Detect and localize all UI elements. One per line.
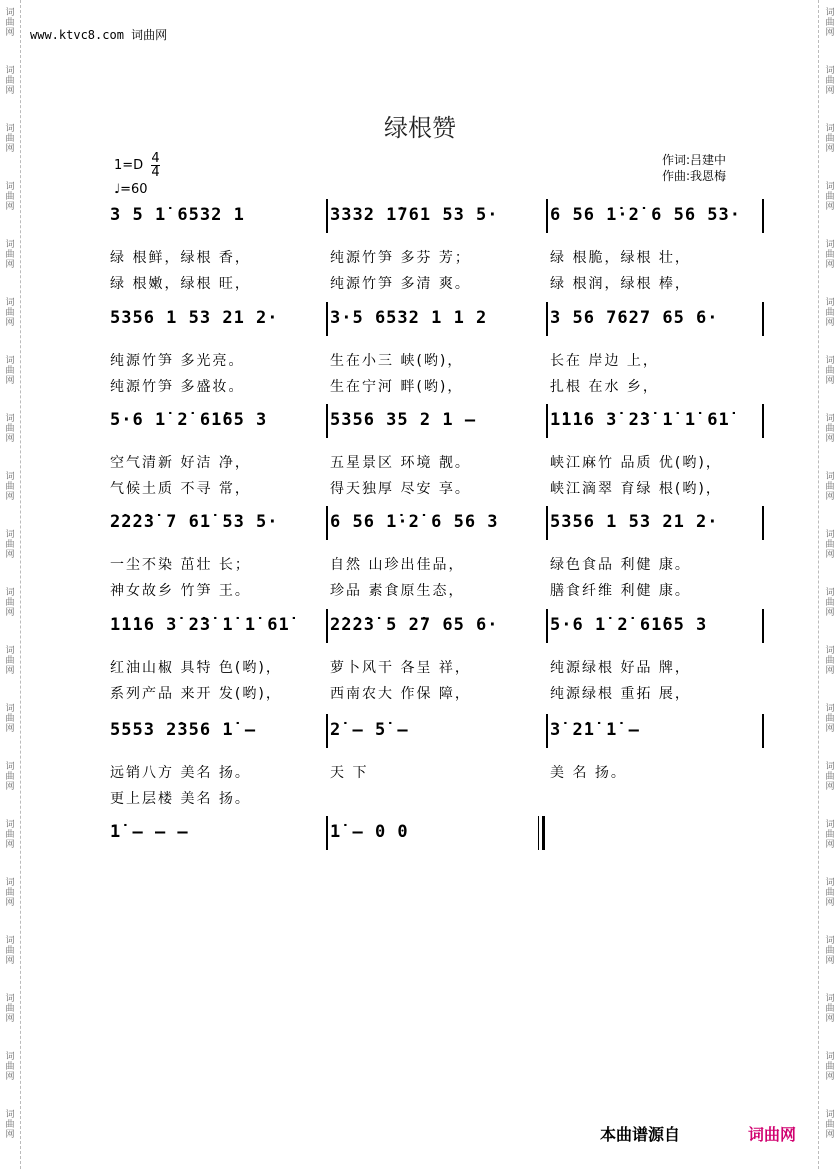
lyric-line: 绿 根鲜，绿根 香， [110,250,251,266]
lyric-line: 自然 山珍出佳品， [330,557,465,573]
watermark-text: 词 曲 网 [5,124,15,154]
lyric-line: 得天独厚 尽安 享。 [330,481,471,497]
lyric-line: 系列产品 来开 发(哟)， [110,686,282,702]
watermark-text: 词 曲 网 [825,240,835,270]
watermark-text: 词 曲 网 [825,66,835,96]
lyric-line: 纯源绿根 好品 牌， [550,660,691,676]
lyric-line: 绿 根润，绿根 棒， [550,276,691,292]
key-signature: 1=D $\frac{4}{4}$ [114,151,160,180]
bar-line [326,816,328,850]
bar-line [326,199,328,233]
watermark-text: 词 曲 网 [825,8,835,38]
composer: 作曲:我恩梅 [662,169,727,183]
lyric-line: 纯源绿根 重拓 展， [550,686,691,702]
watermark-text: 词 曲 网 [825,356,835,386]
lyric-line: 峡江麻竹 品质 优(哟)， [550,455,722,471]
lyric-line: 绿 根嫩，绿根 旺， [110,276,251,292]
lyric-line: 扎根 在水 乡， [550,379,659,395]
footer-brand-link[interactable]: 词曲网 [748,1125,797,1144]
measure-notes: 3·5 6532 1 1 2 [330,308,488,328]
watermark-text: 词 曲 网 [825,936,835,966]
measure-notes: 1̇ – 0 0 [330,822,409,842]
bar-line [546,199,548,233]
measure-notes: 5356 35 2 1 – [330,410,477,430]
measure-notes: 1̇ – – – [110,822,189,842]
measure-notes: 3̇ 2̇1̇ 1̇ – [550,720,640,740]
watermark-text: 词 曲 网 [5,356,15,386]
lyric-line: 空气清新 好洁 净， [110,455,251,471]
measure-notes: 2̇ – 5̇ – [330,720,409,740]
watermark-text: 词 曲 网 [5,994,15,1024]
lyric-line: 珍品 素食原生态， [330,583,465,599]
lyric-line: 神女故乡 竹笋 王。 [110,583,251,599]
lyric-line: 一尘不染 茁壮 长； [110,557,251,573]
quarter-note-icon: ♩ [114,182,121,197]
lyric-line: 萝卜风干 各呈 祥， [330,660,471,676]
watermark-text: 词 曲 网 [825,878,835,908]
lyric-line: 纯源竹笋 多芬 芳； [330,250,471,266]
watermark-text: 词 曲 网 [825,414,835,444]
bar-line [762,609,764,643]
lyric-line: 绿 根脆，绿根 壮， [550,250,691,266]
measure-notes: 5·6 1̇ 2̇ 61̇65 3 [550,615,708,635]
lyric-line: 膳食纤维 利健 康。 [550,583,691,599]
watermark-text: 词 曲 网 [5,1110,15,1140]
lyric-line: 红油山椒 具特 色(哟)， [110,660,282,676]
lyric-line: 峡江滴翠 育绿 根(哟)， [550,481,722,497]
watermark-text: 词 曲 网 [825,124,835,154]
bar-line [762,404,764,438]
watermark-text: 词 曲 网 [5,820,15,850]
watermark-text: 词 曲 网 [5,936,15,966]
watermark-text: 词 曲 网 [825,646,835,676]
lyric-line: 更上层楼 美名 扬。 [110,791,251,807]
watermark-text: 词 曲 网 [5,414,15,444]
bar-line [762,714,764,748]
watermark-text: 词 曲 网 [5,646,15,676]
bar-line [762,199,764,233]
lyric-line: 五星景区 环境 靓。 [330,455,471,471]
right-watermark-strip [822,0,838,1169]
lyric-line: 长在 岸边 上， [550,353,659,369]
lyric-line: 纯源竹笋 多盛妆。 [110,379,245,395]
measure-notes: 5553 2̇356 1̇ – [110,720,257,740]
watermark-text: 词 曲 网 [5,762,15,792]
lyric-line: 美 名 扬。 [550,765,627,781]
lyric-line: 气候土质 不寻 常， [110,481,251,497]
time-signature-bottom: 4 [151,165,160,180]
watermark-text: 词 曲 网 [5,1052,15,1082]
watermark-text: 词 曲 网 [5,8,15,38]
measure-notes: 3332 1̇761 53 5· [330,205,499,225]
bar-line [762,302,764,336]
watermark-text: 词 曲 网 [825,182,835,212]
watermark-text: 词 曲 网 [825,1110,835,1140]
watermark-text: 词 曲 网 [825,994,835,1024]
lyric-line: 西南农大 作保 障， [330,686,471,702]
tempo-marking: ♩=60 [114,182,148,197]
lyric-line: 天 下 [330,765,369,781]
measure-notes: 6 56 1̇·2̇ 6 56 53· [550,205,741,225]
credits [662,152,726,184]
bar-line [538,816,545,850]
watermark-text: 词 曲 网 [825,298,835,328]
footer-source: 本曲谱源自 [600,1125,681,1144]
bar-line [762,506,764,540]
watermark-text: 词 曲 网 [825,762,835,792]
watermark-text: 词 曲 网 [825,472,835,502]
watermark-text: 词 曲 网 [5,66,15,96]
lyric-line: 生在宁河 畔(哟)， [330,379,464,395]
watermark-text: 词 曲 网 [5,530,15,560]
lyric-line: 纯源竹笋 多光亮。 [110,353,245,369]
measure-notes: 2̇2̇2̇3̇ 5 2̇7 65 6· [330,615,499,635]
lyric-line: 绿色食品 利健 康。 [550,557,691,573]
measure-notes: 5356 1 53 21 2· [110,308,279,328]
bar-line [546,609,548,643]
watermark-text: 词 曲 网 [5,588,15,618]
lyricist: 作词:吕建中 [662,153,727,167]
bar-line [326,506,328,540]
watermark-text: 词 曲 网 [5,298,15,328]
bar-line [326,404,328,438]
measure-notes: 3 5 1̇ 6532 1 [110,205,245,225]
watermark-text: 词 曲 网 [825,588,835,618]
watermark-text: 词 曲 网 [825,1052,835,1082]
time-signature-top: 4 [151,151,160,166]
watermark-text: 词 曲 网 [825,704,835,734]
bar-line [326,714,328,748]
right-margin-rule [818,0,819,1169]
watermark-text: 词 曲 网 [5,704,15,734]
bar-line [326,609,328,643]
left-margin-rule [20,0,21,1169]
measure-notes: 5356 1 53 21 2· [550,512,719,532]
measure-notes: 6 56 1̇·2̇ 6 56 3 [330,512,499,532]
bar-line [326,302,328,336]
song-title: 绿根赞 [384,114,456,142]
watermark-text: 词 曲 网 [825,820,835,850]
bar-line [546,302,548,336]
site-url[interactable]: www.ktvc8.com 词曲网 [30,28,168,42]
bar-line [546,404,548,438]
watermark-text: 词 曲 网 [5,240,15,270]
measure-notes: 2̇2̇2̇3̇ 7 61̇ 53 5· [110,512,279,532]
lyric-line: 纯源竹笋 多清 爽。 [330,276,471,292]
lyric-line: 生在小三 峡(哟)， [330,353,464,369]
watermark-text: 词 曲 网 [5,472,15,502]
measure-notes: 5·6 1̇ 2̇ 61̇65 3 [110,410,268,430]
bar-line [546,714,548,748]
left-watermark-strip [2,0,18,1169]
watermark-text: 词 曲 网 [5,878,15,908]
measure-notes: 1̇1̇16 3̇ 2̇3̇ 1̇ 1̇ 61̇ [550,410,730,430]
watermark-text: 词 曲 网 [5,182,15,212]
measure-notes: 3 56 7627 65 6· [550,308,719,328]
lyric-line: 远销八方 美名 扬。 [110,765,251,781]
watermark-text: 词 曲 网 [825,530,835,560]
measure-notes: 1̇1̇16 3̇ 2̇3̇ 1̇ 1̇ 61̇ [110,615,290,635]
bar-line [546,506,548,540]
